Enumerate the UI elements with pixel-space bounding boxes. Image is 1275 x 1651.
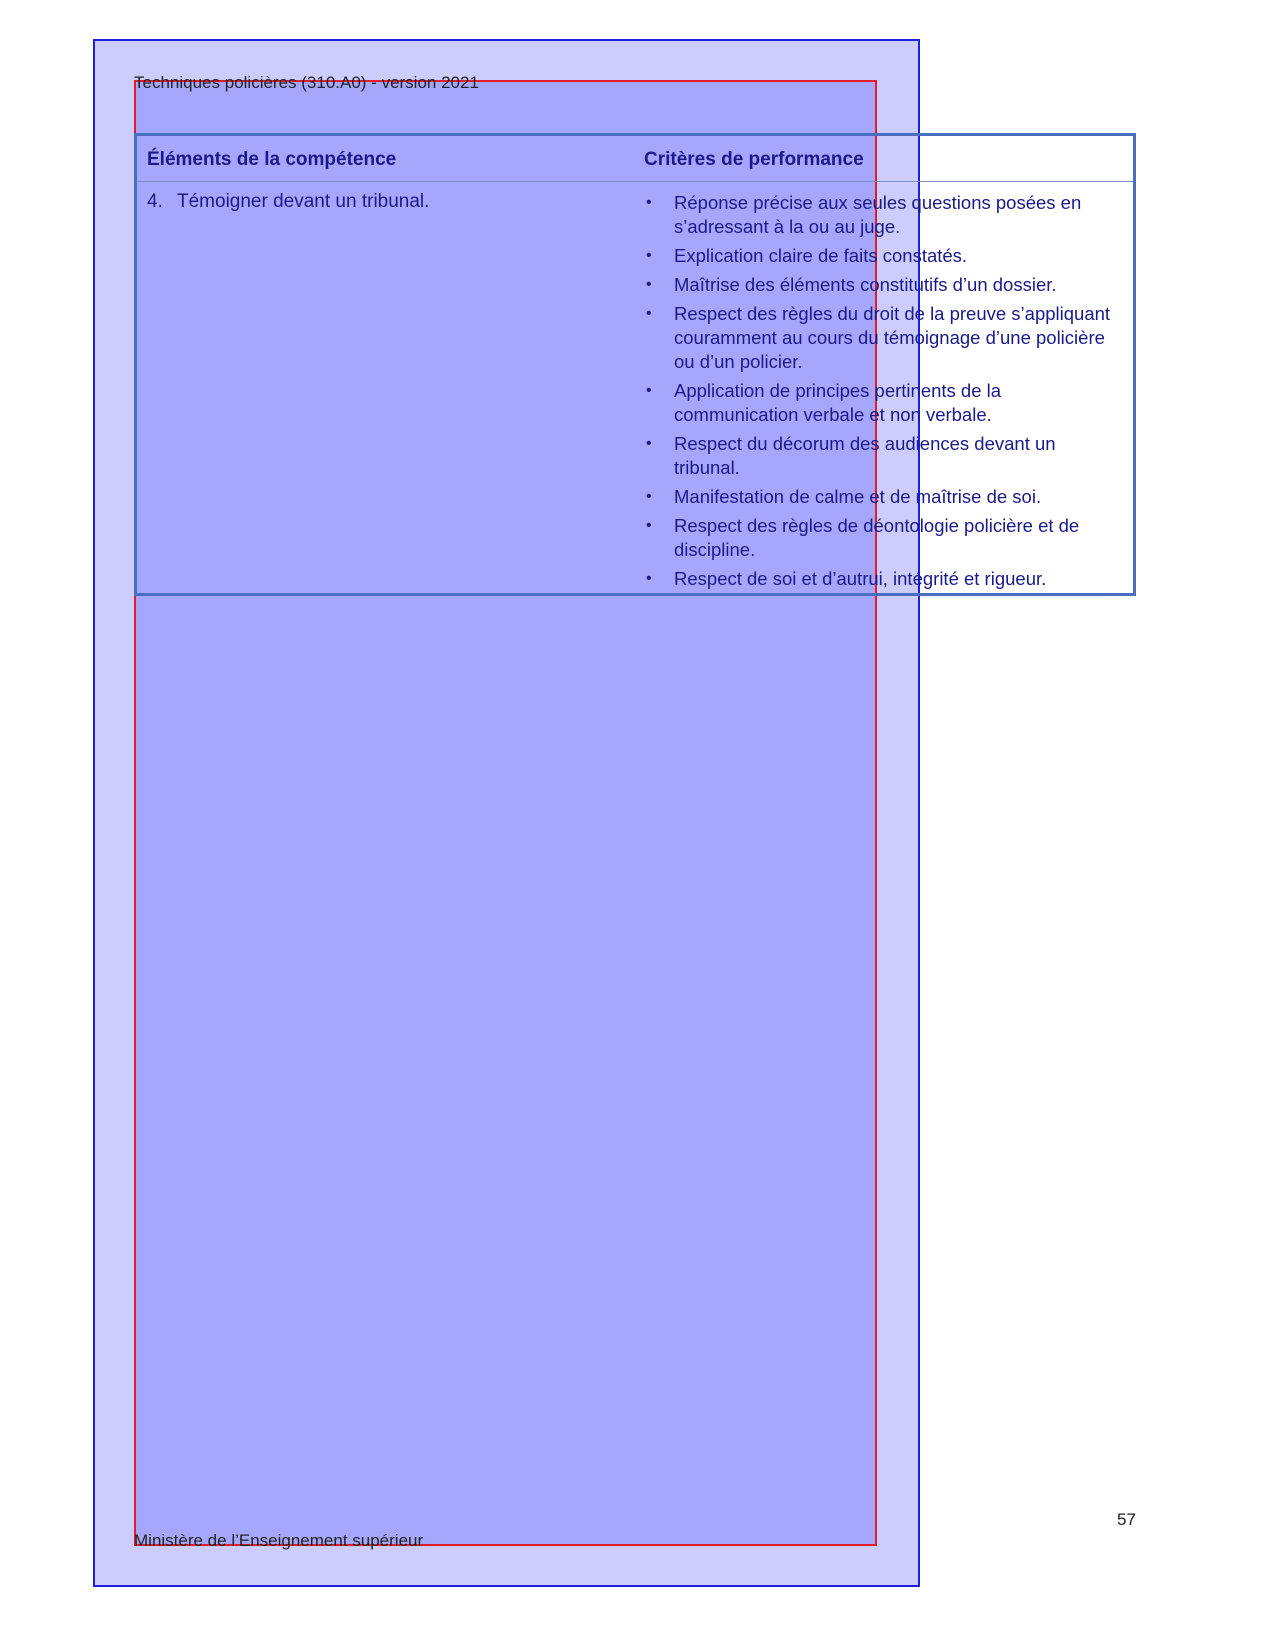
list-item: • Maîtrise des éléments constitutifs d’un dossier. (646, 274, 1057, 295)
list-item: • Respect des règles du droit de la preuve s’appliquant couramment au cours du témoignage d’une policière ou d’un policier. (646, 303, 1111, 372)
page-number: 57 (1117, 1510, 1136, 1529)
list-item: • Manifestation de calme et de maîtrise de soi. (646, 486, 1042, 507)
list-item: • Réponse précise aux seules questions posées en s’adressant à la ou au juge. (646, 192, 1082, 237)
list-item: • Respect de soi et d’autrui, intégrité et rigueur. (646, 568, 1047, 589)
element-text: Témoigner devant un tribunal. (177, 191, 430, 212)
footer-ministry: Ministère de l’Enseignement supérieur (134, 1531, 424, 1550)
bullet-icon: • (646, 247, 652, 264)
bullet-icon: • (646, 276, 652, 293)
element-cell (147, 191, 429, 213)
column-header-elements: Éléments de la compétence (147, 149, 397, 170)
document-header: Techniques policières (310.A0) - version 2021 (134, 73, 479, 92)
bullet-icon: • (646, 435, 652, 452)
competence-table (134, 133, 1136, 596)
element-number: 4. (147, 191, 163, 212)
list-item: • Respect des règles de déontologie policière et de discipline. (646, 515, 1080, 560)
criteria-list (644, 191, 1124, 596)
list-item: • Explication claire de faits constatés. (646, 245, 968, 266)
bullet-icon: • (646, 517, 652, 534)
list-item: • Respect du décorum des audiences devant un tribunal. (646, 433, 1056, 478)
column-header-criteria: Critères de performance (644, 149, 864, 170)
table-header-row (137, 136, 1133, 182)
list-item: • Application de principes pertinents de la communication verbale et non verbale. (646, 380, 1002, 425)
bullet-icon: • (646, 488, 652, 505)
bullet-icon: • (646, 194, 652, 211)
bullet-icon: • (646, 570, 652, 587)
bullet-icon: • (646, 382, 652, 399)
bullet-icon: • (646, 305, 652, 322)
